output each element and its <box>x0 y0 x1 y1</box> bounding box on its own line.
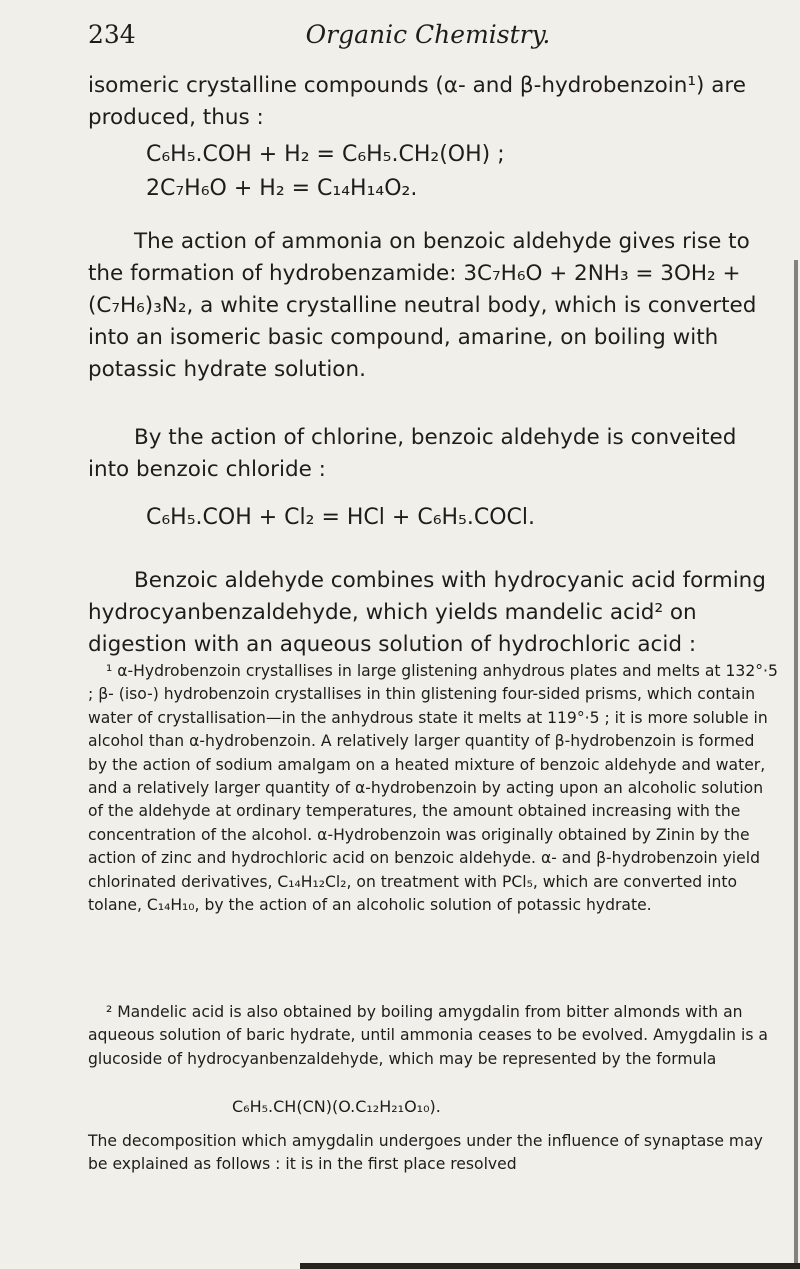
footnote-text: ² Mandelic acid is also obtained by boiling amygdalin from bitter almonds with an aqueous solution of baric hydrate, until ammonia ceases to be evolved. Amygdalin is a glucoside of hydrocyanbenzaldehyde, which may be represented by the formula <box>88 1003 768 1068</box>
page-number: 234 <box>88 20 136 49</box>
paragraph-hydrocyanic <box>88 565 778 661</box>
paragraph-text: Benzoic aldehyde combines with hydrocyanic acid forming hydrocyanbenzaldehyde, which yields mandelic acid² on digestion with an aqueous solution of hydrochloric acid : <box>88 568 766 657</box>
formula-amygdalin: C₆H₅.CH(CN)(O.C₁₂H₂₁O₁₀). <box>232 1097 441 1116</box>
equation-hydrogenation: C₆H₅.COH + H₂ = C₆H₅.CH₂(OH) ; <box>146 142 505 167</box>
equation-dimerization: 2C₇H₆O + H₂ = C₁₄H₁₄O₂. <box>146 176 418 201</box>
paragraph-isomeric <box>88 70 778 134</box>
page-header <box>88 20 768 56</box>
footnote-continuation <box>88 1130 778 1177</box>
paragraph-text: isomeric crystalline compounds (α- and β-hydrobenzoin¹) are produced, thus : <box>88 73 747 130</box>
page-edge-shadow <box>794 260 798 1269</box>
footnote-text: The decomposition which amygdalin undergoes under the influence of synaptase may be explained as follows : it is in the first place resolved <box>88 1132 763 1174</box>
footnote-2 <box>88 1001 778 1071</box>
footnote-1 <box>88 660 778 917</box>
paragraph-chlorine <box>88 422 778 486</box>
footnote-text: ¹ α-Hydrobenzoin crystallises in large glistening anhydrous plates and melts at 132°·5 ; β- (iso-) hydrobenzoin crystallises in thin glistening four-sided prisms, which contain water of crystallisation—in the anhydrous state it melts at 119°·5 ; it is more soluble in alcohol than α-hydrobenzoin. A relatively larger quantity of β-hydrobenzoin is formed by the action of sodium amalgam on a heated mixture of benzoic aldehyde and water, and a relatively larger quantity of α-hydrobenzoin by acting upon an alcoholic solution of the aldehyde at ordinary temperatures, the amount obtained increasing with the concentration of the alcohol. α-Hydrobenzoin was originally obtained by Zinin by the action of zinc and hydrochloric acid on benzoic aldehyde. α- and β-hydrobenzoin yield chlorinated derivatives, C₁₄H₁₂Cl₂, on treatment with PCl₅, which are converted into tolane, C₁₄H₁₀, by the action of an alcoholic solution of potassic hydrate. <box>88 662 778 915</box>
paragraph-text: By the action of chlorine, benzoic aldehyde is conveited into benzoic chloride : <box>88 425 737 482</box>
page-bottom-edge <box>300 1263 800 1269</box>
paragraph-ammonia <box>88 226 778 386</box>
running-title: Organic Chemistry. <box>305 20 551 49</box>
paragraph-text: The action of ammonia on benzoic aldehyde gives rise to the formation of hydrobenzamide: 3C₇H₆O + 2NH₃ = 3OH₂ + (C₇H₆)₃N₂, a white crystalline neutral body, which is converted into an isomeric basic compound, amarine, on boiling with potassic hydrate solution. <box>88 229 757 382</box>
equation-chlorination: C₆H₅.COH + Cl₂ = HCl + C₆H₅.COCl. <box>146 505 536 530</box>
